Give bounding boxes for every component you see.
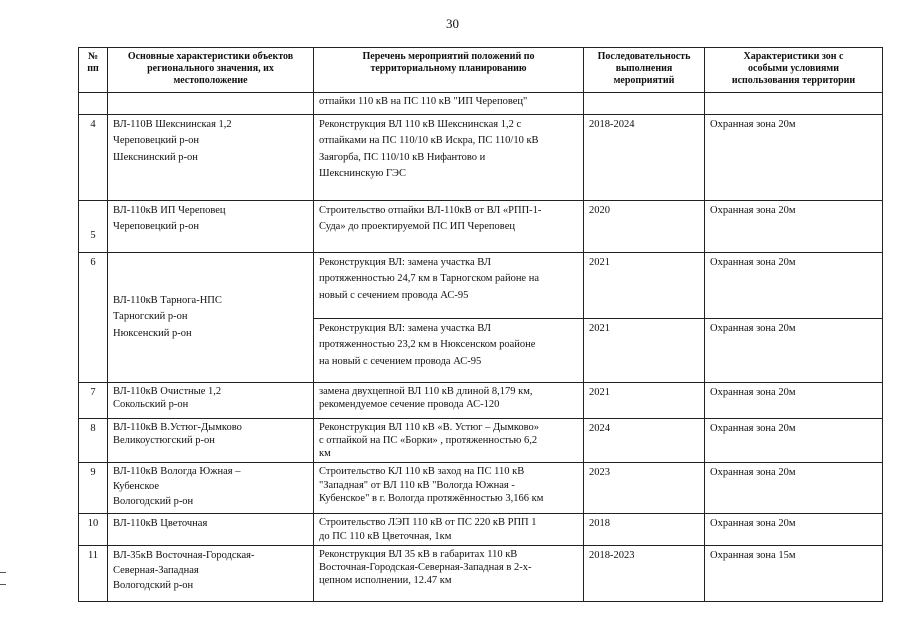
table-row bbox=[79, 463, 883, 514]
row-number: 7 bbox=[79, 383, 108, 419]
scan-edge-mark bbox=[0, 572, 6, 573]
header-zones: Характеристики зон с особыми условиями использования территории bbox=[705, 48, 883, 93]
row-number: 8 bbox=[79, 419, 108, 463]
row-sequence: 2023 bbox=[584, 463, 705, 514]
table-row bbox=[79, 253, 883, 319]
page-number: 30 bbox=[446, 16, 459, 31]
row-sequence: 2021 bbox=[584, 253, 705, 319]
row-object: ВЛ-35кВ Восточная-Городская- Северная-Западная Вологодский р-он bbox=[108, 545, 314, 601]
row-zone: Охранная зона 20м bbox=[705, 201, 883, 253]
row-measure: Реконструкция ВЛ 110 кВ «В. Устюг – Дымково» с отпайкой на ПС «Борки» , протяженностью 6,2 км bbox=[314, 419, 584, 463]
table-row bbox=[79, 514, 883, 545]
table-row bbox=[79, 115, 883, 201]
row-zone: Охранная зона 20м bbox=[705, 514, 883, 545]
row-number: 5 bbox=[79, 201, 108, 253]
header-sequence: Последовательность выполнения мероприятий bbox=[584, 48, 705, 93]
header-objects: Основные характеристики объектов регионального значения, их местоположение bbox=[108, 48, 314, 93]
row-object: ВЛ-110кВ Вологда Южная – Кубенское Вологодский р-он bbox=[108, 463, 314, 514]
row-zone: Охранная зона 20м bbox=[705, 419, 883, 463]
row-zone: Охранная зона 20м bbox=[705, 253, 883, 319]
row-zone: Охранная зона 15м bbox=[705, 545, 883, 601]
row-number: 4 bbox=[79, 115, 108, 201]
table-row bbox=[79, 419, 883, 463]
row-sequence: 2018 bbox=[584, 514, 705, 545]
table-row bbox=[79, 545, 883, 601]
table-row bbox=[79, 201, 883, 253]
row-sequence: 2021 bbox=[584, 319, 705, 383]
row-object: ВЛ-110кВ Цветочная bbox=[108, 514, 314, 545]
row-measure: Реконструкция ВЛ 110 кВ Шекснинская 1,2 с отпайками на ПС 110/10 кВ Искра, ПС 110/10 кВ Заягорба, ПС 110/10 кВ Нифантово и Шекснинскую ГЭС bbox=[314, 115, 584, 201]
continuation-measure: отпайки 110 кВ на ПС 110 кВ "ИП Череповец" bbox=[314, 93, 584, 115]
header-num: № пп bbox=[79, 48, 108, 93]
row-object: ВЛ-110кВ Очистные 1,2 Сокольский р-он bbox=[108, 383, 314, 419]
planning-measures-table bbox=[78, 47, 883, 602]
table-row-continuation bbox=[79, 93, 883, 115]
row-measure: Реконструкция ВЛ 35 кВ в габаритах 110 кВ Восточная-Городская-Северная-Западная в 2-х- цепном исполнении, 12.47 км bbox=[314, 545, 584, 601]
row-measure: Строительство отпайки ВЛ-110кВ от ВЛ «РПП-1- Суда» до проектируемой ПС ИП Череповец bbox=[314, 201, 584, 253]
row-number: 10 bbox=[79, 514, 108, 545]
row-zone: Охранная зона 20м bbox=[705, 319, 883, 383]
row-object: ВЛ-110кВ Тарнога-НПС Тарногский р-он Нюксенский р-он bbox=[108, 253, 314, 383]
row-measure: Строительство КЛ 110 кВ заход на ПС 110 кВ "Западная" от ВЛ 110 кВ "Вологда Южная - Кубенское" в г. Вологда протяжённостью 3,166 км bbox=[314, 463, 584, 514]
row-object: ВЛ-110В Шекснинская 1,2 Череповецкий р-он Шекснинский р-он bbox=[108, 115, 314, 201]
row-number: 11 bbox=[79, 545, 108, 601]
row-sequence: 2021 bbox=[584, 383, 705, 419]
row-number: 9 bbox=[79, 463, 108, 514]
row-sequence: 2018-2023 bbox=[584, 545, 705, 601]
header-measures: Перечень мероприятий положений по территориальному планированию bbox=[314, 48, 584, 93]
row-zone: Охранная зона 20м bbox=[705, 463, 883, 514]
row-measure: замена двухцепной ВЛ 110 кВ длиной 8,179 км, рекомендуемое сечение провода АС-120 bbox=[314, 383, 584, 419]
row-number: 6 bbox=[79, 253, 108, 383]
row-sequence: 2024 bbox=[584, 419, 705, 463]
row-object: ВЛ-110кВ ИП Череповец Череповецкий р-он bbox=[108, 201, 314, 253]
row-sequence: 2018-2024 bbox=[584, 115, 705, 201]
row-zone: Охранная зона 20м bbox=[705, 383, 883, 419]
row-sequence: 2020 bbox=[584, 201, 705, 253]
table-header-row bbox=[79, 48, 883, 93]
table-row bbox=[79, 383, 883, 419]
row-measure: Реконструкция ВЛ: замена участка ВЛ протяженностью 23,2 км в Нюксенском роайоне на новый с сечением провода АС-95 bbox=[314, 319, 584, 383]
row-measure: Реконструкция ВЛ: замена участка ВЛ протяженностью 24,7 км в Тарногском районе на новый с сечением провода АС-95 bbox=[314, 253, 584, 319]
row-object: ВЛ-110кВ В.Устюг-Дымково Великоустюгский р-он bbox=[108, 419, 314, 463]
scan-edge-mark bbox=[0, 584, 6, 585]
row-zone: Охранная зона 20м bbox=[705, 115, 883, 201]
row-measure: Строительство ЛЭП 110 кВ от ПС 220 кВ РПП 1 до ПС 110 кВ Цветочная, 1км bbox=[314, 514, 584, 545]
